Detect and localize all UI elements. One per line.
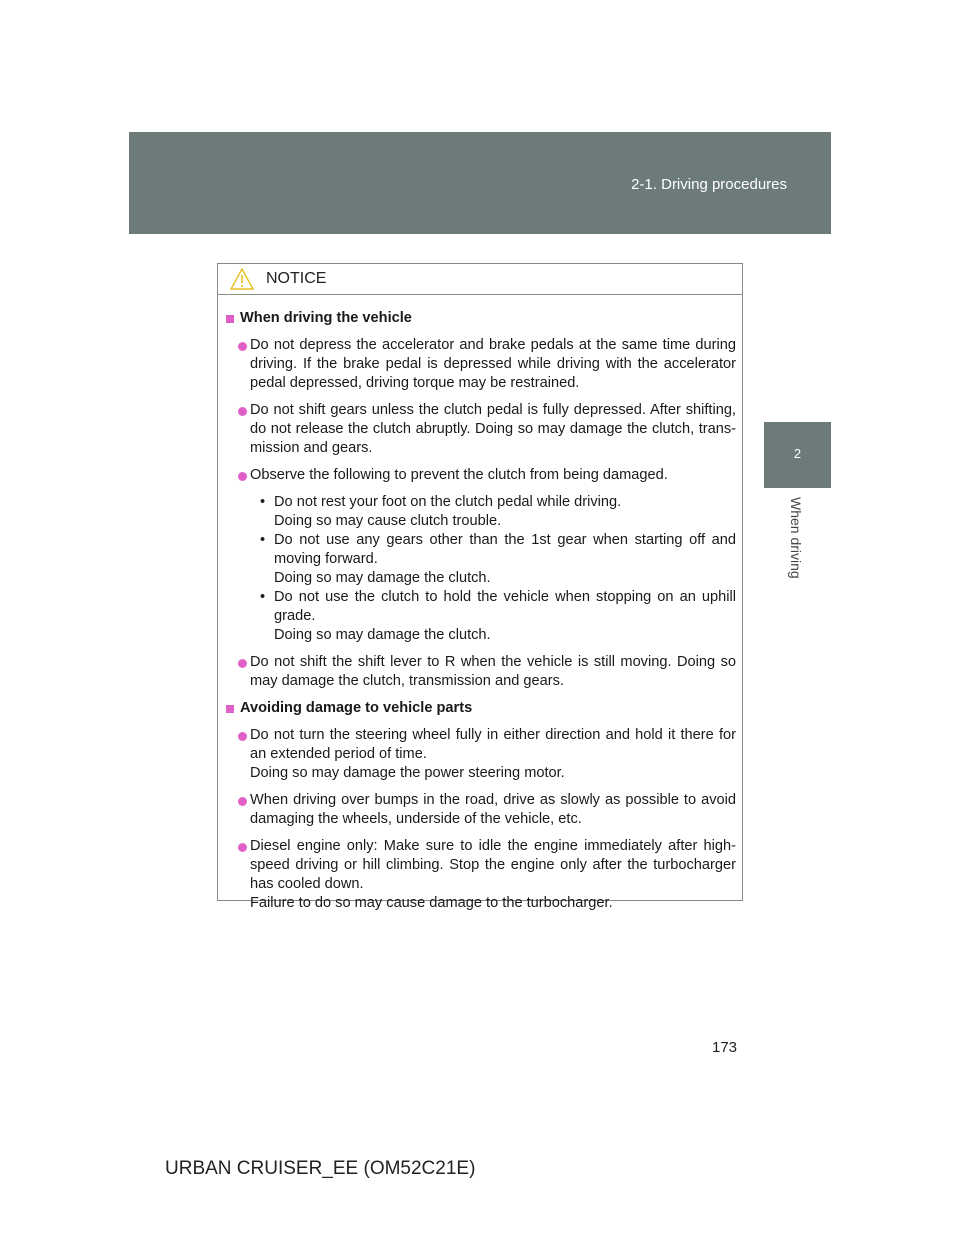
bullet-item: Do not shift gears unless the clutch pedal is fully depressed. After shifting, do not release the clutch abruptly. Doing so may damage the clutch, trans-mission and gears. [226, 401, 736, 458]
section-title: 2-1. Driving procedures [631, 176, 787, 193]
round-bullet-icon [238, 732, 247, 741]
notice-title: NOTICE [266, 270, 327, 287]
round-bullet-icon [238, 659, 247, 668]
chapter-label: When driving [788, 497, 804, 579]
section-heading: When driving the vehicle [226, 309, 736, 328]
section-heading: Avoiding damage to vehicle parts [226, 699, 736, 718]
chapter-tab [764, 422, 831, 488]
header-band [129, 132, 831, 234]
round-bullet-icon [238, 342, 247, 351]
bullet-item: Do not turn the steering wheel fully in either direction and hold it there for an extended period of time. Doing so may damage the power steering motor. [226, 726, 736, 783]
bullet-item: When driving over bumps in the road, drive as slowly as possible to avoid damaging the wheels, underside of the vehicle, etc. [226, 791, 736, 829]
notice-body [218, 295, 742, 913]
bullet-item: Observe the following to prevent the clutch from being damaged. [226, 466, 736, 485]
manual-id: URBAN CRUISER_EE (OM52C21E) [165, 1158, 476, 1179]
sub-list [226, 493, 736, 645]
sub-list-item: • Do not rest your foot on the clutch pedal while driving. Doing so may cause clutch trouble. [260, 494, 622, 529]
notice-header [218, 264, 742, 295]
bullet-item: Do not shift the shift lever to R when the vehicle is still moving. Doing so may damage the clutch, transmission and gears. [226, 653, 736, 691]
notice-box [217, 263, 743, 911]
bullet-item: Diesel engine only: Make sure to idle the engine immediately after high-speed driving or hill climbing. Stop the engine only after the turbocharger has cooled down. Failure to do so may cause damage to the turbocharger. [226, 837, 736, 913]
warning-triangle-icon [230, 268, 254, 290]
square-bullet-icon [226, 705, 234, 713]
square-bullet-icon [226, 315, 234, 323]
round-bullet-icon [238, 843, 247, 852]
round-bullet-icon [238, 472, 247, 481]
round-bullet-icon [238, 797, 247, 806]
page-number: 173 [712, 1039, 738, 1056]
sub-list-item: • Do not use any gears other than the 1st gear when starting off and moving forward. Doing so may damage the clutch. [260, 532, 736, 586]
chapter-number: 2 [793, 446, 802, 461]
bullet-item: Do not depress the accelerator and brake pedals at the same time during driving. If the brake pedal is depressed while driving with the accelerator pedal depressed, driving torque may be restrained. [226, 336, 736, 393]
round-bullet-icon [238, 407, 247, 416]
sub-list-item: • Do not use the clutch to hold the vehicle when stopping on an uphill grade. Doing so may damage the clutch. [260, 589, 736, 643]
